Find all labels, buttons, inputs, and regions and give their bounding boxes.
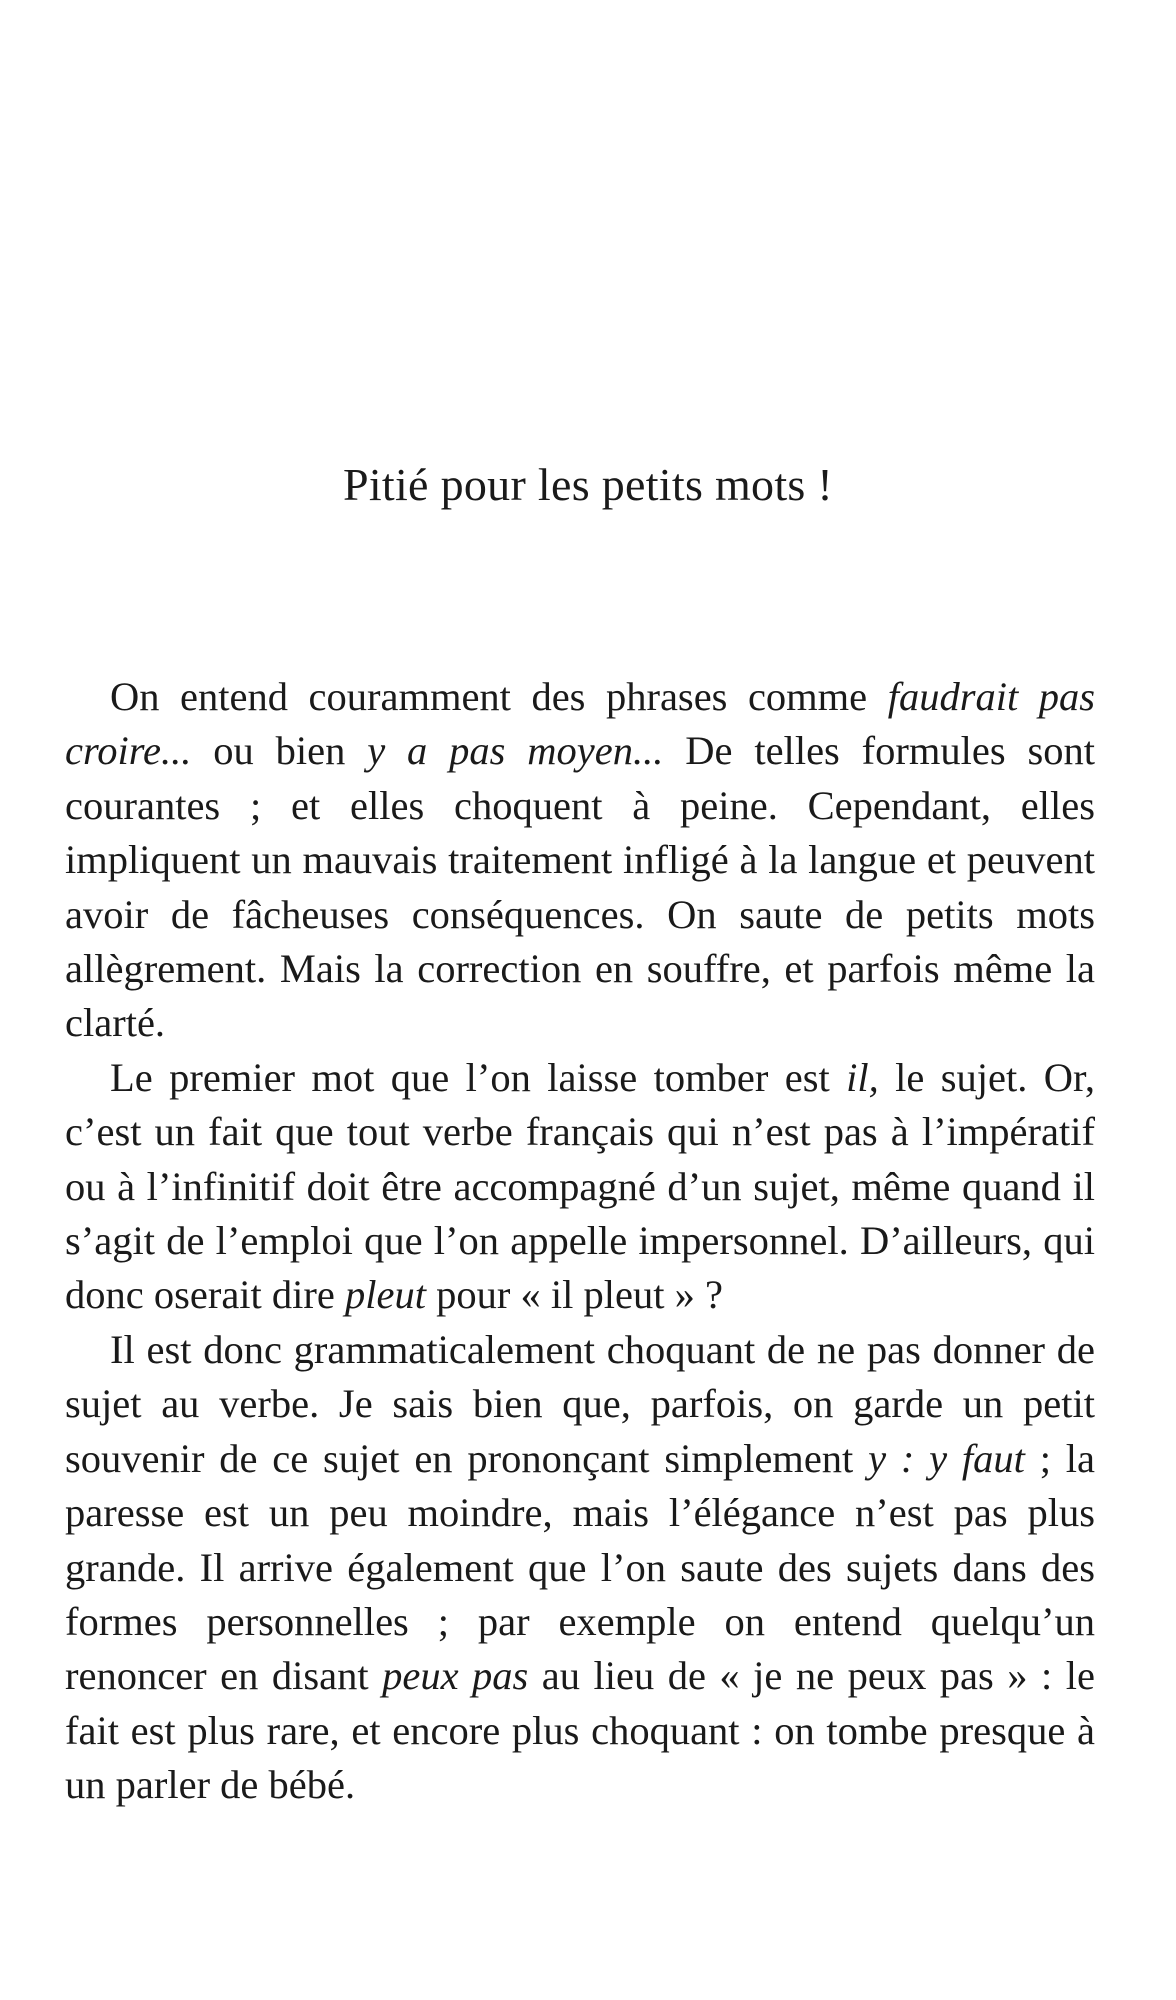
paragraph-3 bbox=[65, 1323, 1095, 1813]
text-segment: On entend couramment des phrases comme bbox=[110, 674, 888, 719]
text-segment: au lieu de « je ne peux pas » : le fait est plus rare, et encore plus choquant : on tombe presque à un parler de bébé. bbox=[65, 1653, 1095, 1808]
text-segment: ; la paresse est un peu moindre, mais l’élégance n’est pas plus grande. Il arrive également que l’on saute des sujets dans des formes personnelles ; par exemple on entend quelqu’un renoncer en disant bbox=[65, 1435, 1095, 1699]
text-segment: Le premier mot que l’on laisse tomber est bbox=[110, 1054, 847, 1100]
text-segment: ou bien bbox=[191, 728, 368, 774]
italic-segment: y : y faut bbox=[868, 1435, 1025, 1481]
text-segment: le sujet. Or, c’est un fait que tout verbe français qui n’est pas à l’impératif ou à l’infinitif doit être accompagné d’un sujet, même quand il s’agit de l’emploi que l’on appelle impersonnel. D’ailleurs, qui donc oserait dire bbox=[65, 1054, 1095, 1318]
text-segment: Il est donc grammaticalement choquant de ne pas donner de sujet au verbe. Je sais bien que, parfois, on garde un petit souvenir de ce sujet en prononçant simplement bbox=[65, 1326, 1095, 1481]
text-segment: pour « il pleut » ? bbox=[426, 1272, 723, 1318]
italic-segment: y a pas moyen... bbox=[367, 728, 664, 774]
paragraph-2 bbox=[65, 1051, 1095, 1323]
italic-segment: peux pas bbox=[382, 1653, 529, 1699]
chapter-title: Pitié pour les petits mots ! bbox=[342, 459, 834, 510]
italic-segment: faudrait pas croire... bbox=[65, 674, 1095, 774]
italic-segment: pleut bbox=[345, 1272, 427, 1318]
body-text bbox=[65, 670, 1095, 1813]
text-segment: De telles formules sont courantes ; et elles choquent à peine. Cependant, elles impliquent un mauvais traitement infligé à la langue et peuvent avoir de fâcheuses conséquences. On saute de petits mots allègrement. Mais la correction en souffre, et parfois même la clarté. bbox=[65, 728, 1096, 1046]
italic-segment: il, bbox=[846, 1054, 879, 1100]
paragraph-1 bbox=[65, 670, 1095, 1051]
